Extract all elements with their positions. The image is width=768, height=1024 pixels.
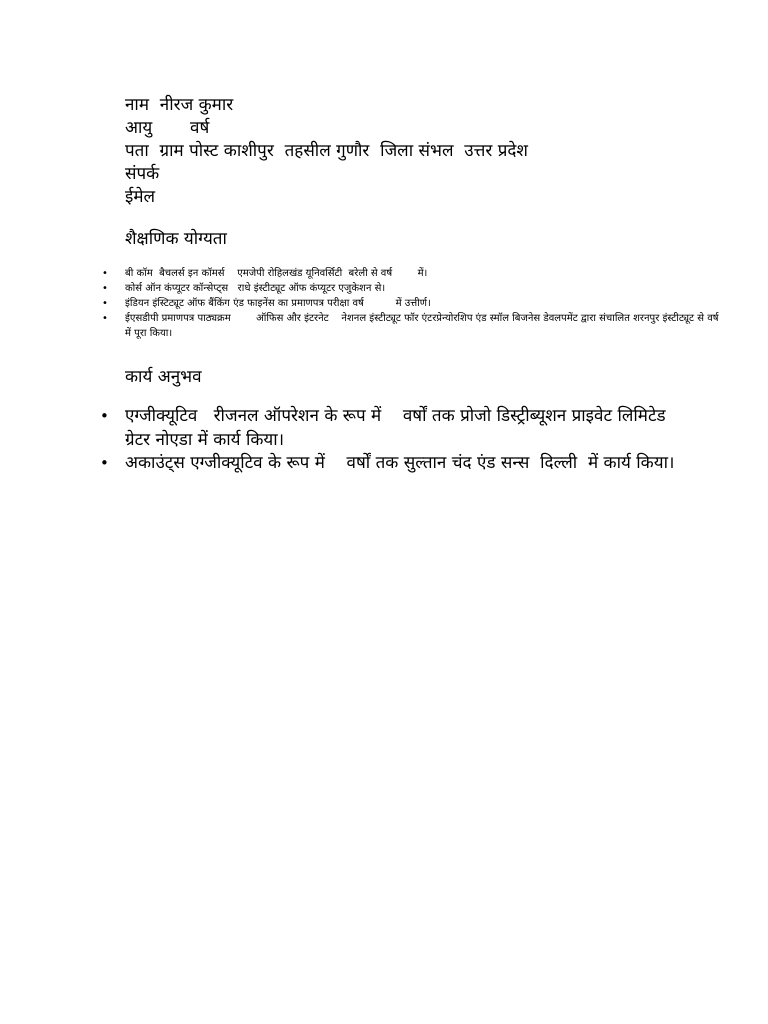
education-item-esdp-course: • ईएसडीपी प्रमाणपत्र पाठ्यक्रम ऑफिस और इंटरनेट नेशनल इंस्टीट्यूट फॉर एंटरप्रेन्योरशिप एंड स्मॉल बिजनेस डेवलपमेंट द्वारा संचालित शरनपुर इंस्टीट्यूट से वर्ष में पूरा किया। — [100, 311, 740, 341]
work-item-regional-operations: • एग्जीक्यूटिव रीजनल ऑपरेशन के रूप में वर्षों तक प्रोजो डिस्ट्रीब्यूशन प्राइवेट लिमिटेड ग्रेटर नोएडा में कार्य किया। — [100, 405, 700, 452]
education-item-bcom: • बी कॉम बैचलर्स इन कॉमर्स एमजेपी रोहिलखंड यूनिवर्सिटी बरेली से वर्ष में। — [100, 266, 740, 281]
name-line: नाम नीरज कुमार — [125, 95, 234, 115]
work-experience-heading: कार्य अनुभव — [125, 367, 202, 387]
education-list — [100, 266, 748, 341]
work-item-accounts-executive: • अकाउंट्स एग्जीक्यूटिव के रूप में वर्षों तक सुल्तान चंद एंड सन्स दिल्ली में कार्य किया। — [100, 452, 700, 476]
address-line: पता ग्राम पोस्ट काशीपुर तहसील गुणौर जिला संभल उत्तर प्रदेश — [125, 141, 528, 161]
age-line: आयु वर्ष — [125, 118, 210, 138]
work-experience-list — [100, 405, 700, 476]
personal-details — [125, 94, 745, 209]
education-heading: शैक्षणिक योग्यता — [125, 229, 227, 249]
education-item-banking-certificate: • इंडियन इंस्टिट्यूट ऑफ बैंकिंग एंड फाइनेंस का प्रमाणपत्र परीक्षा वर्ष में उत्तीर्ण। — [100, 296, 740, 311]
education-item-computer-course: • कोर्स ऑन कंप्यूटर कॉन्सेप्ट्स राधे इंस्टीट्यूट ऑफ कंप्यूटर एजुकेशन से। — [100, 281, 740, 296]
email-line: ईमेल — [125, 187, 156, 207]
contact-line: संपर्क — [125, 164, 160, 184]
